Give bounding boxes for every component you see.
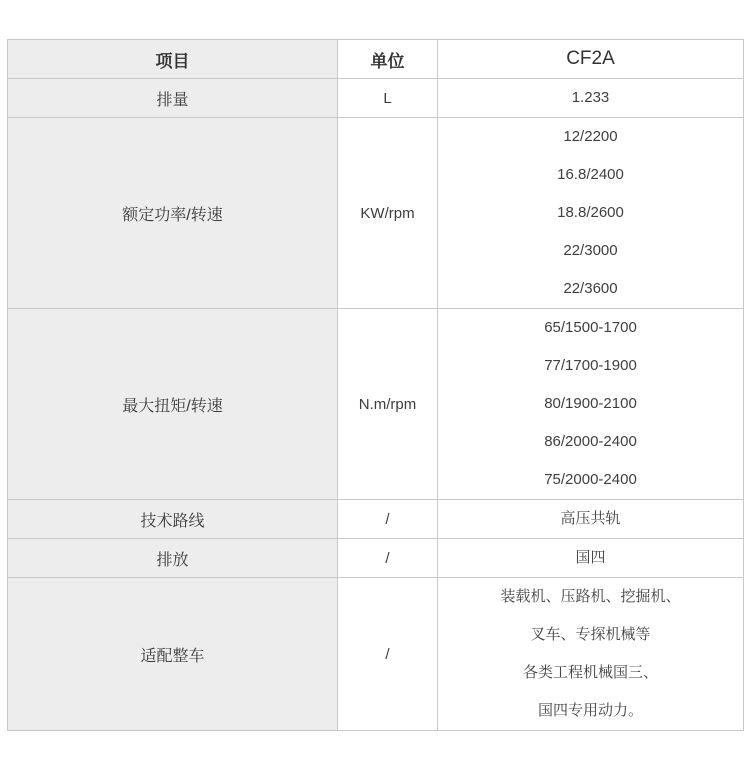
spec-value-line: 22/3600: [563, 280, 618, 297]
row-label: 技术路线: [8, 500, 338, 539]
spec-value-line: 77/1700-1900: [544, 357, 637, 374]
row-value: [438, 309, 744, 500]
row-label: 最大扭矩/转速: [8, 309, 338, 500]
row-value: [438, 79, 744, 118]
table-row-displacement: [8, 79, 744, 118]
spec-value-line: 国四专用动力。: [537, 702, 643, 719]
table-header-row: [8, 40, 744, 79]
col-header-unit: 单位: [338, 40, 438, 79]
table-row-rated-power: [8, 118, 744, 309]
row-label: 排量: [8, 79, 338, 118]
spec-value-line: 86/2000-2400: [544, 433, 637, 450]
spec-value-line: 高压共轨: [560, 510, 621, 527]
row-label: 排放: [8, 539, 338, 578]
spec-value-line: 国四: [575, 549, 606, 566]
row-value: [438, 118, 744, 309]
engine-spec-table: [7, 39, 744, 731]
row-label: 额定功率/转速: [8, 118, 338, 309]
spec-value-line: 22/3000: [563, 242, 618, 259]
row-unit: /: [338, 539, 438, 578]
row-value: [438, 578, 744, 731]
row-value: [438, 500, 744, 539]
spec-value-line: 装载机、压路机、挖掘机、: [500, 588, 681, 605]
spec-value-line: 75/2000-2400: [544, 471, 637, 488]
col-header-model: CF2A: [438, 40, 744, 79]
col-header-item: 项目: [8, 40, 338, 79]
row-value: [438, 539, 744, 578]
spec-value-line: 18.8/2600: [557, 204, 624, 221]
spec-value-line: 各类工程机械国三、: [522, 664, 658, 681]
row-unit: KW/rpm: [338, 118, 438, 309]
table-row-tech-route: [8, 500, 744, 539]
row-unit: /: [338, 578, 438, 731]
spec-value-line: 叉车、专探机械等: [530, 626, 651, 643]
row-unit: L: [338, 79, 438, 118]
table-row-emission: [8, 539, 744, 578]
spec-value-line: 12/2200: [563, 128, 618, 145]
table-row-max-torque: [8, 309, 744, 500]
spec-value-line: 16.8/2400: [557, 166, 624, 183]
row-label: 适配整车: [8, 578, 338, 731]
table-row-applications: [8, 578, 744, 731]
spec-value-line: 1.233: [571, 89, 610, 106]
row-unit: N.m/rpm: [338, 309, 438, 500]
row-unit: /: [338, 500, 438, 539]
spec-value-line: 80/1900-2100: [544, 395, 637, 412]
spec-value-line: 65/1500-1700: [544, 319, 637, 336]
